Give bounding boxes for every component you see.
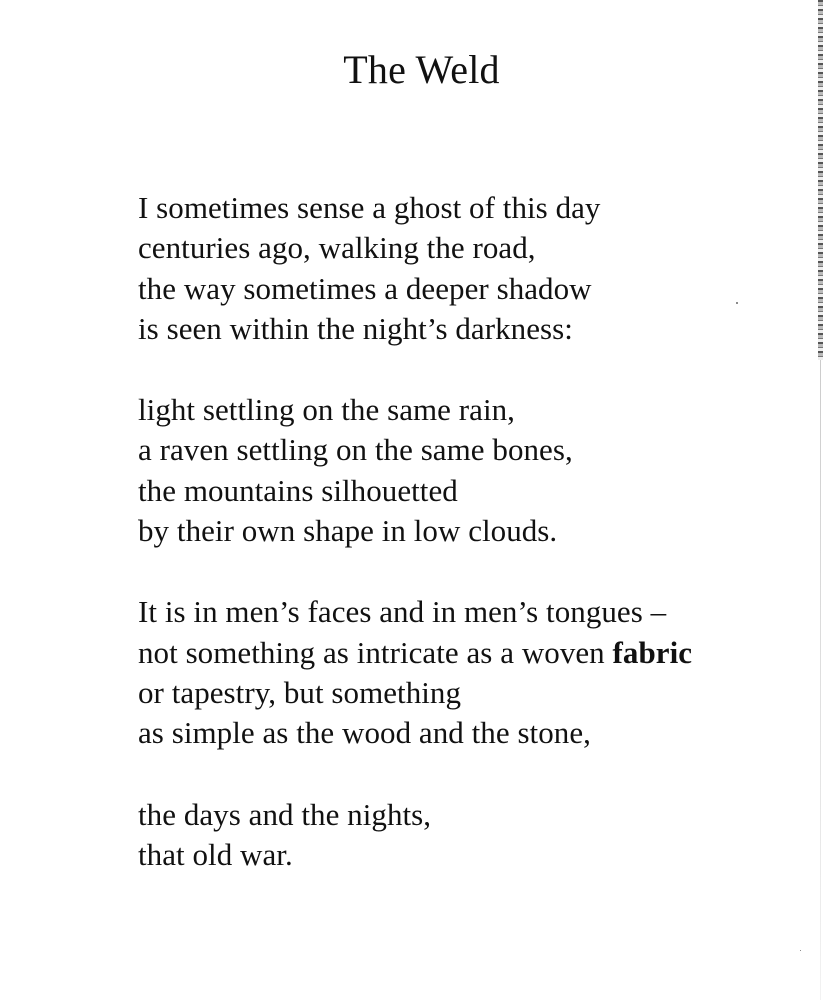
emphasized-word: fabric <box>612 634 693 670</box>
poem-line: as simple as the wood and the stone, <box>138 715 591 751</box>
poem-body <box>138 188 818 916</box>
poem-line: the days and the nights, <box>138 796 432 832</box>
poem-line: light settling on the same rain, <box>138 392 515 428</box>
stanza-3 <box>138 592 818 753</box>
poem-line: or tapestry, but something <box>138 674 462 710</box>
stanza-2 <box>138 390 818 551</box>
scan-speck <box>800 950 801 951</box>
poem-line: that old war. <box>138 836 293 872</box>
poem-line-text: not something as intricate as a woven <box>138 634 605 670</box>
poem-line: I sometimes sense a ghost of this day <box>138 190 601 225</box>
poem-line: is seen within the night’s darkness: <box>138 310 573 346</box>
stanza-4 <box>138 795 818 876</box>
poem-line: the way sometimes a deeper shadow <box>138 270 592 306</box>
poem-line: the mountains silhouetted <box>138 472 458 508</box>
scan-edge-artifact <box>818 0 823 360</box>
poem-line: a raven settling on the same bones, <box>138 432 573 468</box>
scan-edge-line <box>820 360 821 1000</box>
poem-line: It is in men’s faces and in men’s tongues – <box>138 594 667 630</box>
poem-line: by their own shape in low clouds. <box>138 513 558 549</box>
poem-title: The Weld <box>343 47 500 92</box>
poem-line: centuries ago, walking the road, <box>138 230 536 266</box>
poem-line-with-emphasis <box>138 633 818 673</box>
stanza-1 <box>138 188 818 349</box>
scan-speck <box>736 302 738 304</box>
